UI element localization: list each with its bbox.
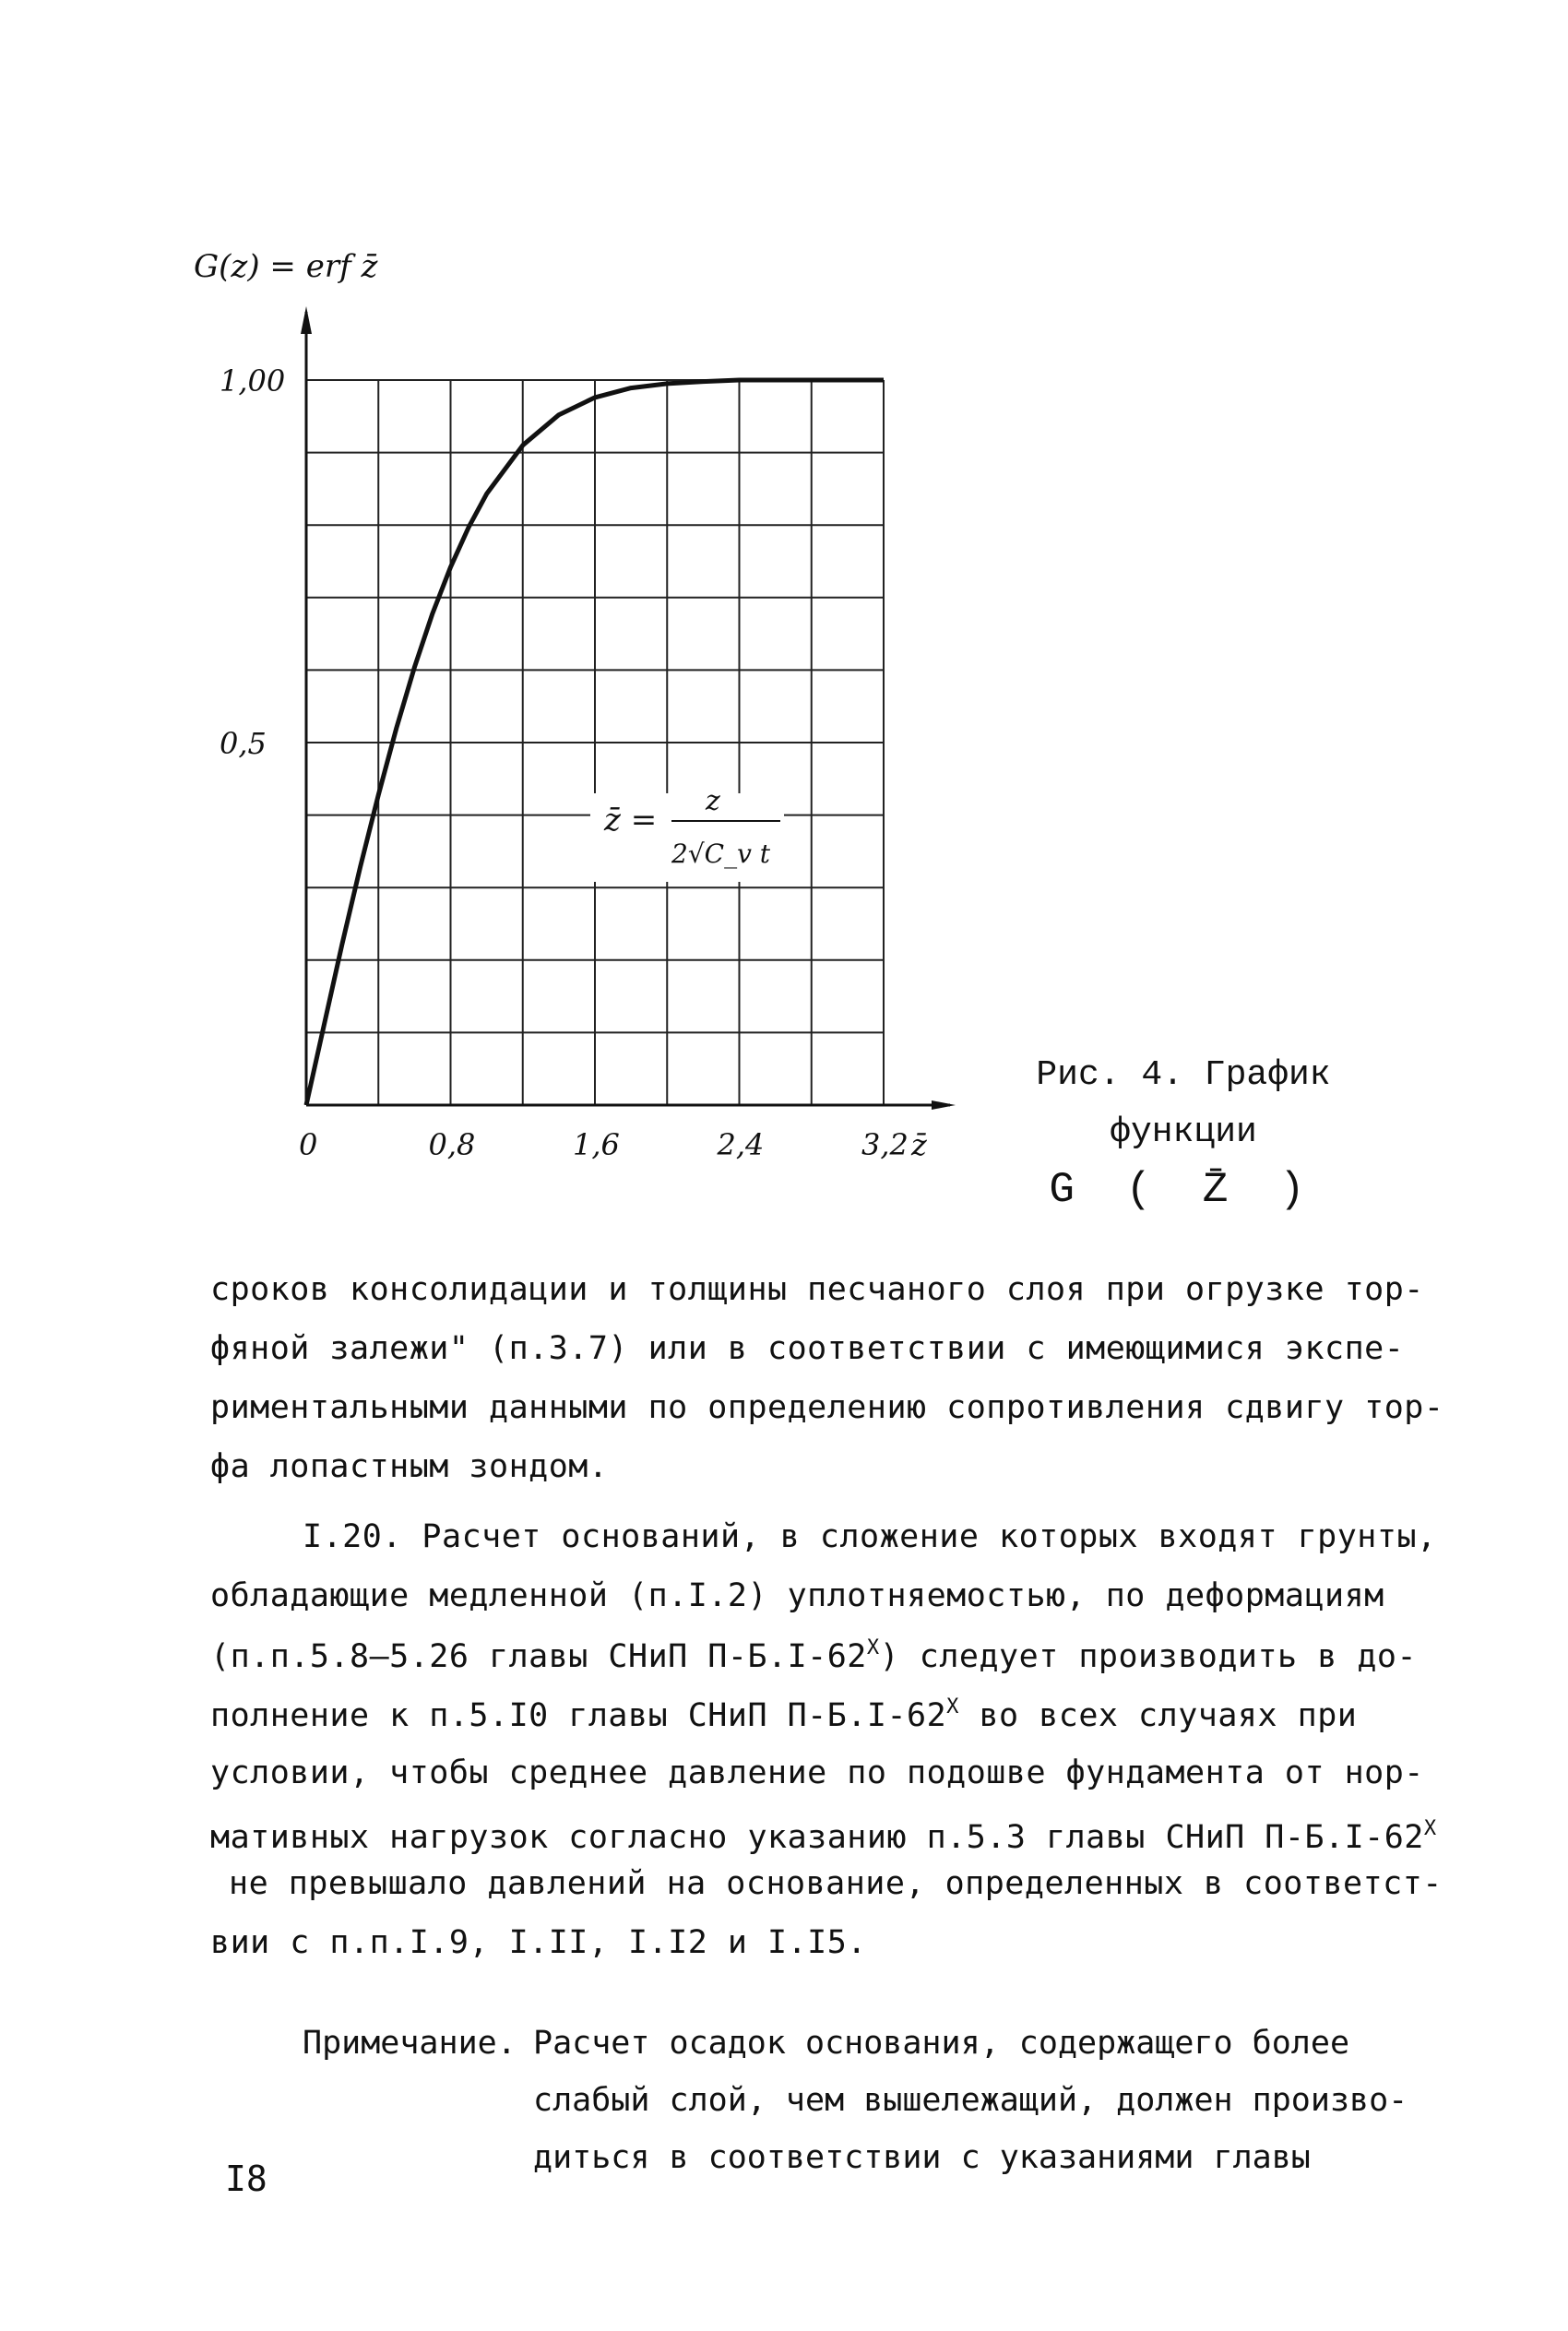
body-line: фа лопастным зондом.: [210, 1448, 609, 1485]
body-line: условии, чтобы среднее давление по подошве фундамента от нор-: [210, 1754, 1424, 1791]
x-tick-label: 2,4: [717, 1127, 765, 1162]
body-line: полнение к п.5.I0 главы СНиП $П-Б.I-62^X$ во всех случаях при: [210, 1695, 1358, 1734]
x-tick-label: 3,2: [861, 1127, 909, 1162]
body-line: вии с п.п.I.9, I.II, I.I2 и I.I5.: [210, 1924, 867, 1961]
note-line: Расчет осадок основания, содержащего более: [533, 2025, 1350, 2062]
body-line: фяной залежи" (п.3.7) или в соответствии с имеющимися экспе-: [210, 1330, 1405, 1367]
body-line: (п.п.5.8–5.26 главы СНиП $П-Б.I-62^X$) следует производить в до-: [210, 1636, 1418, 1675]
body-line: мативных нагрузок согласно указанию п.5.3 главы СНиП $П-Б.I-62^X$: [210, 1817, 1437, 1856]
x-axis-arrow: [932, 1100, 956, 1110]
body-line: не превышало давлений на основание, определенных в соответст-: [229, 1865, 1443, 1902]
caption-line-1: Рис. 4. График функции: [1036, 1055, 1331, 1152]
chart-axes: [301, 306, 956, 1110]
body-line: сроков консолидации и толщины песчаного слоя при огрузке тор-: [210, 1271, 1424, 1308]
x-tick-label: 0: [299, 1127, 318, 1162]
figure-caption: [967, 1047, 1400, 1219]
y-tick-label: 1,00: [220, 363, 286, 398]
formula-numerator: z: [706, 785, 720, 817]
x-tick-label: 1,6: [573, 1127, 620, 1162]
page-number: I8: [225, 2159, 267, 2199]
note-label: Примечание.: [303, 2025, 517, 2062]
formula-denominator: 2√C_v t: [671, 838, 771, 869]
y-axis-title: G(z) = erf z̄: [194, 248, 378, 285]
y-tick-label: 0,5: [220, 726, 267, 761]
body-line: I.20. Расчет оснований, в сложение которых входят грунты,: [303, 1518, 1437, 1555]
caption-line-2: G ( Z̄ ): [1049, 1166, 1318, 1214]
y-axis-arrow: [301, 306, 312, 334]
note-line: слабый слой, чем вышележащий, должен произво-: [533, 2082, 1408, 2119]
formula-lhs: z̄ =: [604, 802, 658, 838]
x-axis-title: z̄: [911, 1127, 927, 1162]
body-line: обладающие медленной (п.I.2) уплотняемостью, по деформациям: [210, 1577, 1384, 1614]
formula: [590, 785, 784, 882]
note-line: диться в соответствии с указаниями главы: [533, 2139, 1311, 2176]
body-line: риментальными данными по определению сопротивления сдвигу тор-: [210, 1389, 1444, 1426]
chart-labels: [194, 248, 928, 1162]
x-tick-label: 0,8: [428, 1127, 476, 1162]
